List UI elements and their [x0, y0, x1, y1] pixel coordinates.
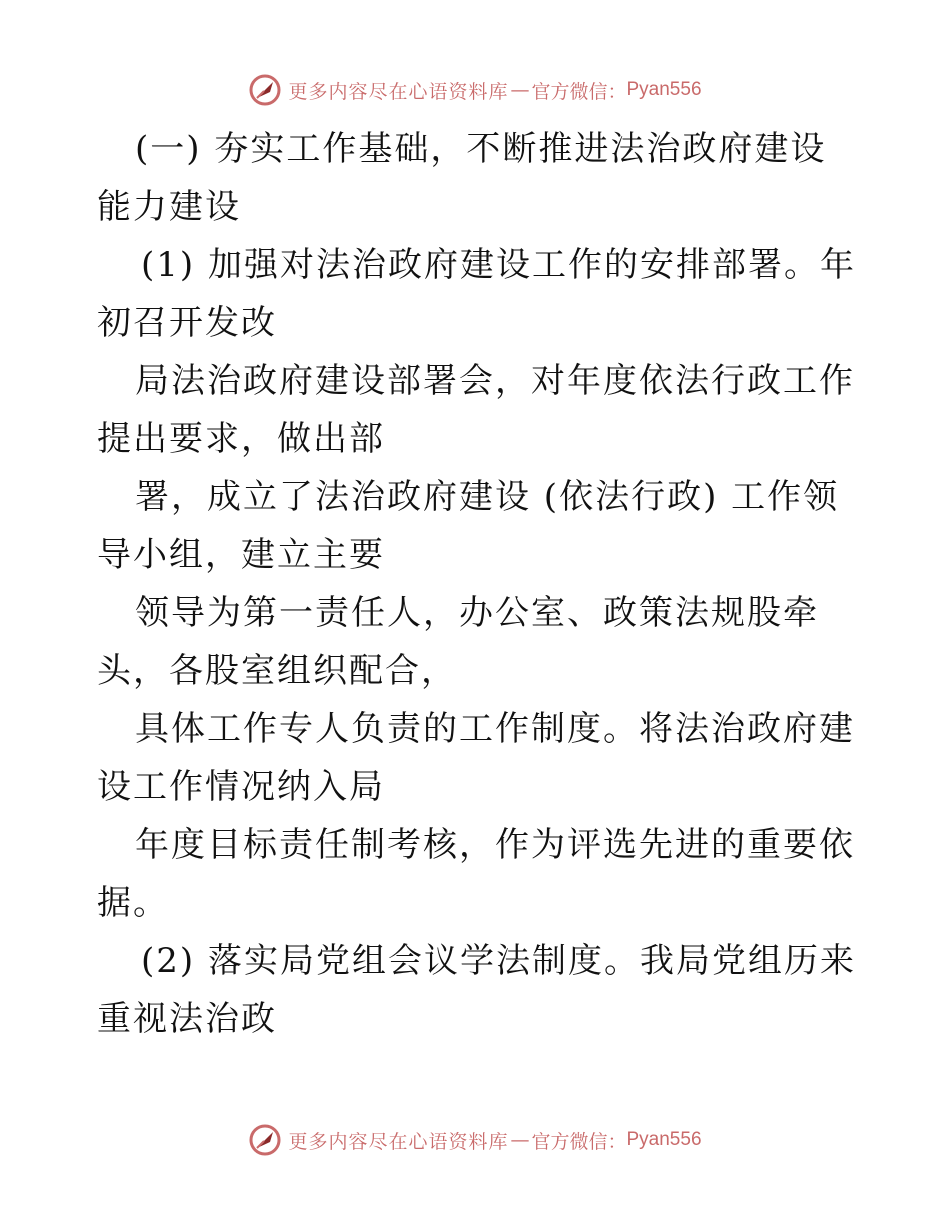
- quill-logo-icon: [248, 73, 282, 107]
- document-body: [97, 120, 857, 1048]
- watermark-wechat-id: Pyan556: [626, 1129, 702, 1150]
- paragraph-section-heading: (一) 夯实工作基础，不断推进法治政府建设能力建设: [97, 129, 827, 227]
- watermark-dash: —: [510, 1129, 530, 1151]
- watermark-dash: —: [510, 79, 530, 101]
- paragraph: 年度目标责任制考核，作为评选先进的重要依据。: [97, 825, 855, 923]
- paragraph: (2) 落实局党组会议学法制度。我局党组历来重视法治政: [97, 941, 856, 1039]
- paragraph: 具体工作专人负责的工作制度。将法治政府建设工作情况纳入局: [97, 709, 855, 807]
- paragraph: 领导为第一责任人，办公室、政策法规股牵头，各股室组织配合，: [97, 593, 819, 691]
- quill-logo-icon: [248, 1123, 282, 1157]
- watermark-text: 更多内容尽在心语资料库: [288, 80, 509, 103]
- paragraph: (1) 加强对法治政府建设工作的安排部署。年初召开发改: [97, 245, 856, 343]
- watermark-wechat-label: 官方微信：: [531, 80, 627, 103]
- watermark-wechat-id: Pyan556: [626, 79, 702, 100]
- paragraph: 署，成立了法治政府建设 (依法行政) 工作领导小组，建立主要: [97, 477, 840, 575]
- watermark-wechat-label: 官方微信：: [531, 1130, 627, 1153]
- watermark-text: 更多内容尽在心语资料库: [288, 1130, 509, 1153]
- header-watermark: [0, 70, 950, 110]
- footer-watermark: [0, 1120, 950, 1160]
- paragraph: 局法治政府建设部署会，对年度依法行政工作提出要求，做出部: [97, 361, 855, 459]
